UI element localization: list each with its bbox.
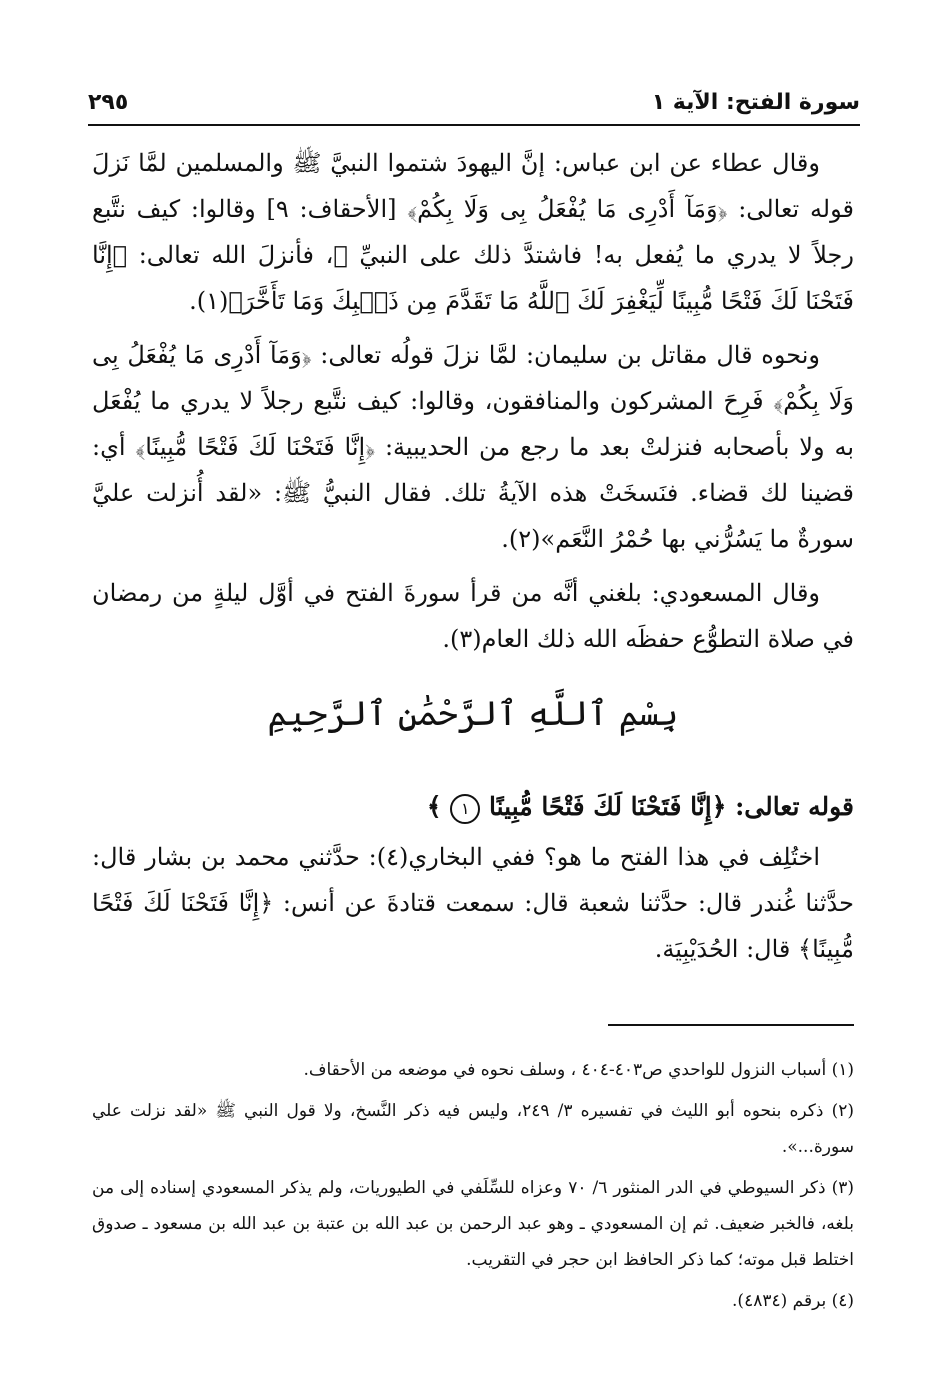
paragraph: وقال المسعودي: بلغني أنَّه من قرأ سورةَ الفتح في أوَّل ليلةٍ من رمضان في صلاة التطوُّع حفظَه الله ذلك العام(٣). (92, 579, 854, 653)
footnote: (٢) ذكره بنحوه أبو الليث في تفسيره ٣/ ٢٤٩، وليس فيه ذكر النَّسخ، ولا قول النبي ﷺ «لقد نزلت علي سورة...». (92, 1101, 854, 1157)
basmala: بِسْمِ ٱللَّهِ ٱلرَّحْمَٰنِ ٱلرَّحِيمِ (267, 694, 679, 734)
verse-close-bracket: ﴾ (426, 792, 442, 821)
verse-number-marker: ١ (450, 794, 480, 824)
verse-heading-label: قوله تعالى: (735, 792, 854, 821)
verse-quote: ﴿إِنَّا فَتَحْنَا لَكَ فَتْحًا مُّبِينًا (489, 792, 727, 821)
page-number: ٢٩٥ (88, 89, 129, 115)
paragraph: وقال عطاء عن ابن عباس: إنَّ اليهودَ شتموا النبيَّ ﷺ والمسلمين لمَّا نَزلَ قوله تعالى: ﴿وَمَآ أَدْرِى مَا يُفْعَلُ بِى وَلَا بِكُمْ﴾ [الأحقاف: ٩] وقالوا: كيف نتَّبع رجلاً لا يدري ما يُفعل به! فاشتدَّ ذلك على النبيِّ ﷺ، فأنزلَ الله تعالى: ﴿إِنَّا فَتَحْنَا لَكَ فَتْحًا مُّبِينًا لِّيَغْفِرَ لَكَ ٱللَّهُ مَا تَقَدَّمَ مِن ذَنۢبِكَ وَمَا تَأَخَّرَ﴾(١). (92, 149, 854, 315)
paragraph: ونحوه قال مقاتل بن سليمان: لمَّا نزلَ قولُه تعالى: ﴿وَمَآ أَدْرِى مَا يُفْعَلُ بِى وَلَا بِكُمْ﴾ فَرِحَ المشركون والمنافقون، وقالوا: كيف نتَّبع رجلاً لا يدري ما يُفْعَل به ولا بأصحابه فنزلتْ بعد ما رجع من الحديبية: ﴿إِنَّا فَتَحْنَا لَكَ فَتْحًا مُّبِينًا﴾ أي: قضينا لك قضاء. فنَسخَتْ هذه الآيةُ تلك. فقال النبيُّ ﷺ: «لقد أُنزلت عليَّ سورةٌ ما يَسُرُّني بها حُمْرُ النَّعَم»(٢). (92, 341, 854, 553)
footnote-separator (608, 1024, 854, 1026)
verse-heading (92, 784, 854, 830)
footnote: (١) أسباب النزول للواحدي ص٤٠٣-٤٠٤ ، وسلف نحوه في موضعه من الأحقاف. (303, 1060, 854, 1080)
footnote: (٤) برقم (٤٨٣٤). (732, 1291, 854, 1311)
main-text (92, 140, 854, 980)
paragraph: اختُلِف في هذا الفتح ما هو؟ ففي البخاري(٤): حدَّثني محمد بن بشار قال: حدَّثنا غُندر قال: حدَّثنا شعبة قال: سمعت قتادةَ عن أنس: ﴿إِنَّا فَتَحْنَا لَكَ فَتْحًا مُّبِينًا﴾ قال: الحُدَيْبِيَة. (92, 843, 854, 963)
footnotes (92, 1052, 854, 1324)
running-title: سورة الفتح: الآية ١ (651, 89, 860, 115)
page-header (88, 82, 860, 122)
header-rule (88, 124, 860, 126)
footnote: (٣) ذكر السيوطي في الدر المنثور ٦/ ٧٠ وعزاه للسِّلَفي في الطيوريات، ولم يذكر المسعودي إسناده إلى من بلغه، فالخبر ضعيف. ثم إن المسعودي ـ وهو عبد الرحمن بن عبد الله بن عتبة بن عبد الله بن مسعود ـ صدوق اختلط قبل موته؛ كما ذكر الحافظ ابن حجر في التقريب. (92, 1178, 854, 1270)
